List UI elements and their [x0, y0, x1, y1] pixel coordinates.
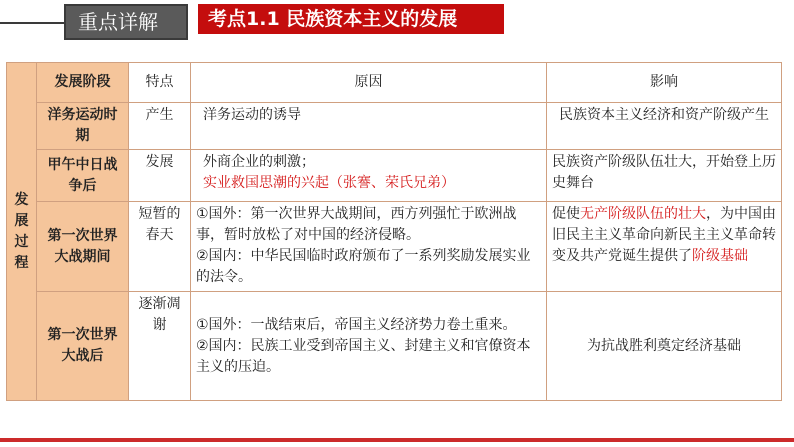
section-tag: 重点详解	[64, 4, 188, 40]
col-header-feature: 特点	[129, 63, 191, 103]
effect-highlight: 阶级基础	[692, 248, 748, 264]
effect-highlight: 无产阶级队伍的壮大	[580, 206, 706, 222]
reason-cell	[191, 292, 547, 401]
reason-cell	[191, 150, 547, 202]
col-header-effect: 影响	[547, 63, 782, 103]
stage-cell: 洋务运动时期	[37, 103, 129, 150]
reason-line: ①国外：一战结束后，帝国主义经济势力卷土重来。	[196, 316, 517, 333]
effect-cell: 为抗战胜利奠定经济基础	[547, 292, 782, 401]
reason-note: （张謇、荣氏兄弟）	[329, 175, 455, 191]
page-title: 考点1.1 民族资本主义的发展	[198, 4, 504, 34]
effect-text: 促使	[552, 206, 580, 222]
reason-line: ②国内：民族工业受到帝国主义、封建主义和官僚资本主义的压迫。	[196, 337, 531, 375]
reason-line: ①国外：第一次世界大战期间，西方列强忙于欧洲战事，暂时放松了对中国的经济侵略。	[196, 206, 517, 243]
table-row	[7, 150, 782, 202]
side-label: 发展过程	[7, 63, 37, 401]
effect-cell	[547, 202, 782, 292]
col-header-reason: 原因	[191, 63, 547, 103]
bottom-rule	[0, 438, 794, 442]
reason-line: 实业救国思潮的兴起	[203, 175, 329, 191]
feature-cell: 发展	[129, 150, 191, 202]
development-table	[6, 62, 782, 401]
effect-cell: 民族资产阶级队伍壮大，开始登上历史舞台	[547, 150, 782, 202]
reason-cell: 洋务运动的诱导	[191, 103, 547, 150]
stage-cell: 第一次世界大战期间	[37, 202, 129, 292]
stage-cell: 甲午中日战争后	[37, 150, 129, 202]
table-row	[7, 202, 782, 292]
feature-cell: 逐渐凋谢	[129, 292, 191, 401]
stage-cell: 第一次世界大战后	[37, 292, 129, 401]
feature-cell: 短暂的春天	[129, 202, 191, 292]
header-row	[7, 63, 782, 103]
header-rule	[0, 22, 64, 24]
col-header-stage: 发展阶段	[37, 63, 129, 103]
effect-text: ，为中国由旧民主主义革命向新民主主义革命转变及共产党诞生提供了	[552, 206, 776, 264]
feature-cell: 产生	[129, 103, 191, 150]
reason-line: ②国内：中华民国临时政府颁布了一系列奖励发展实业的法令。	[196, 248, 531, 285]
reason-line: 外商企业的刺激；	[203, 154, 315, 170]
table-row	[7, 292, 782, 401]
effect-cell: 民族资本主义经济和资产阶级产生	[547, 103, 782, 150]
reason-cell	[191, 202, 547, 292]
table-row	[7, 103, 782, 150]
